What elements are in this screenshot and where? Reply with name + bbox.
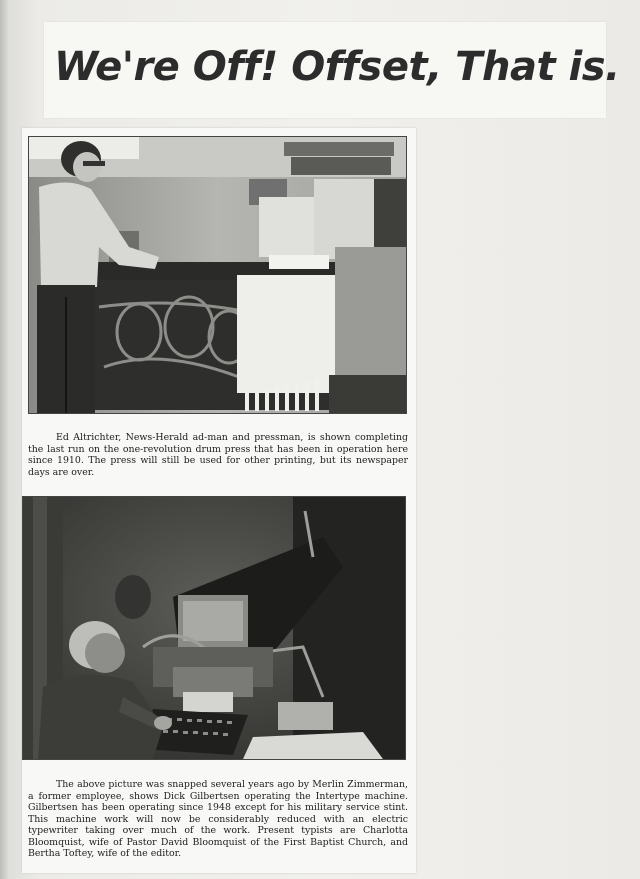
drum-press-image: [29, 137, 406, 413]
caption-text: The above picture was snapped several years ago by Merlin Zimmerman, a former employee, shows Dick Gilbertsen operating the Intertype machine. Gilbertsen has been operating since 1948 except for his military service stint. This machine work will now be considerably reduced with an electric typewriter taking over much of the work. Present typists are Charlotta Bloomquist, wife of Pastor David Bloomquist of the First Baptist Church, and Bertha Toftey, wife of the editor.: [28, 779, 408, 859]
headline: We're Off! Offset, That is.: [54, 44, 620, 90]
photo-drum-press: [28, 136, 407, 414]
caption-intertype-machine: [28, 779, 408, 860]
caption-text: Ed Altrichter, News-Herald ad-man and pressman, is shown completing the last run on the one-revolution drum press that has been in operation here since 1910. The press will still be used for other printing, but its newspaper days are over.: [28, 432, 408, 478]
intertype-machine-image: [23, 497, 405, 759]
caption-drum-press: [28, 432, 408, 478]
scrapbook-page-edge: [0, 0, 10, 879]
photo-intertype-machine: [22, 496, 406, 760]
